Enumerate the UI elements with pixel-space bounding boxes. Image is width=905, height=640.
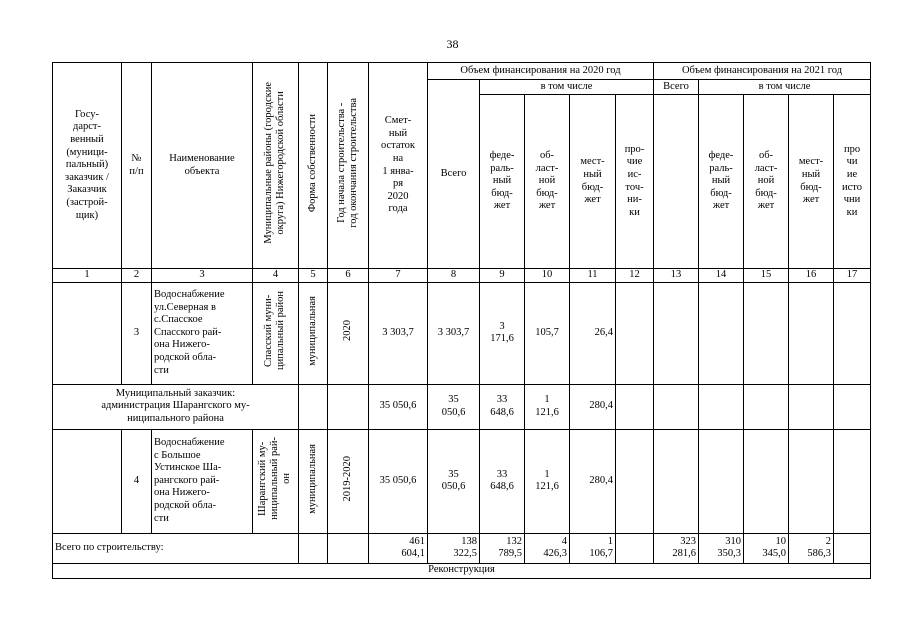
header-years: Год начала строительства - год окончания строительства: [328, 63, 369, 269]
federal-2020: 33 648,6: [480, 429, 525, 533]
col-number: 5: [299, 269, 328, 283]
header-incl-2021: в том числе: [699, 80, 871, 95]
district: Шарангский му- ниципальный рай- он: [253, 429, 299, 533]
remaining: 35 050,6: [369, 429, 428, 533]
header-ownership: Форма собственности: [299, 63, 328, 269]
header-object-name: Наименование объекта: [152, 63, 253, 269]
col-number: 17: [834, 269, 871, 283]
header-district: Муниципальные районы (городские округа) Нижегородской области: [253, 63, 299, 269]
total-2020: 35 050,6: [428, 429, 480, 533]
totals-row: [53, 533, 871, 563]
header-blank-2021: [654, 95, 699, 269]
header-incl-2020: в том числе: [480, 80, 654, 95]
header-regional-2020: об- ласт- ной бюд- жет: [525, 95, 570, 269]
federal-2020: 33 648,6: [480, 384, 525, 429]
total-2020: 35 050,6: [428, 384, 480, 429]
col-number: 4: [253, 269, 299, 283]
table-row: [53, 282, 871, 384]
federal-2020: 132 789,5: [480, 533, 525, 563]
object-name: Водоснабжение с Большое Устинское Ша- рангского рай- она Нижего- родской обла- сти: [152, 429, 253, 533]
col-number: 9: [480, 269, 525, 283]
total-2020: 3 303,7: [428, 282, 480, 384]
header-local-2020: мест- ный бюд- жет: [570, 95, 616, 269]
header-other-2020: про- чие ис- точ- ни- ки: [616, 95, 654, 269]
local-2020: 1 106,7: [570, 533, 616, 563]
federal-2020: 3 171,6: [480, 282, 525, 384]
regional-2020: 1 121,6: [525, 384, 570, 429]
local-2021: 2 586,3: [789, 533, 834, 563]
col-number: 14: [699, 269, 744, 283]
col-number: 13: [654, 269, 699, 283]
col-number: 16: [789, 269, 834, 283]
total-2020: 138 322,5: [428, 533, 480, 563]
row-num: 4: [122, 429, 152, 533]
total-2021: 323 281,6: [654, 533, 699, 563]
local-2020: 280,4: [570, 384, 616, 429]
header-num: № п/п: [122, 63, 152, 269]
regional-2020: 105,7: [525, 282, 570, 384]
page-number: 38: [446, 37, 459, 51]
header-customer: Госу- дарст- венный (муници- пальный) заказчик / Заказчик (застрой- щик): [53, 63, 122, 269]
customer-label: Муниципальный заказчик: администрация Шарангского му- ниципального района: [53, 384, 299, 429]
col-number: 8: [428, 269, 480, 283]
totals-label: Всего по строительству:: [53, 533, 299, 563]
header-fin-2021: Объем финансирования на 2021 год: [654, 63, 871, 80]
local-2020: 26,4: [570, 282, 616, 384]
object-name: Водоснабжение ул.Северная в с.Спасское Спасского рай- она Нижего- родской обла- сти: [152, 282, 253, 384]
section-label: Реконструкция: [53, 563, 871, 578]
header-federal-2021: феде- раль- ный бюд- жет: [699, 95, 744, 269]
col-number: 12: [616, 269, 654, 283]
local-2020: 280,4: [570, 429, 616, 533]
regional-2020: 1 121,6: [525, 429, 570, 533]
header-federal-2020: феде- раль- ный бюд- жет: [480, 95, 525, 269]
header-local-2021: мест- ный бюд- жет: [789, 95, 834, 269]
customer-row: [53, 384, 871, 429]
col-number: 10: [525, 269, 570, 283]
ownership: муниципальная: [299, 282, 328, 384]
remaining: 461 604,1: [369, 533, 428, 563]
header-fin-2020: Объем финансирования на 2020 год: [428, 63, 654, 80]
header-remaining: Смет- ный остаток на 1 янва- ря 2020 года: [369, 63, 428, 269]
column-numbers-row: [53, 269, 871, 283]
col-number: 6: [328, 269, 369, 283]
years: 2019-2020: [328, 429, 369, 533]
header-regional-2021: об- ласт- ной бюд- жет: [744, 95, 789, 269]
col-number: 15: [744, 269, 789, 283]
financing-table: [52, 62, 871, 579]
remaining: 3 303,7: [369, 282, 428, 384]
header-total-2021: Всего: [654, 80, 699, 95]
col-number: 3: [152, 269, 253, 283]
years: 2020: [328, 282, 369, 384]
header-total-2020: Всего: [428, 80, 480, 269]
col-number: 7: [369, 269, 428, 283]
district: Спасский муни- ципальный район: [253, 282, 299, 384]
remaining: 35 050,6: [369, 384, 428, 429]
regional-2020: 4 426,3: [525, 533, 570, 563]
col-number: 1: [53, 269, 122, 283]
row-num: 3: [122, 282, 152, 384]
federal-2021: 310 350,3: [699, 533, 744, 563]
col-number: 11: [570, 269, 616, 283]
header-other-2021: про чи ие исто чни ки: [834, 95, 871, 269]
ownership: муниципальная: [299, 429, 328, 533]
col-number: 2: [122, 269, 152, 283]
table-row: [53, 429, 871, 533]
section-row: [53, 563, 871, 578]
regional-2021: 10 345,0: [744, 533, 789, 563]
